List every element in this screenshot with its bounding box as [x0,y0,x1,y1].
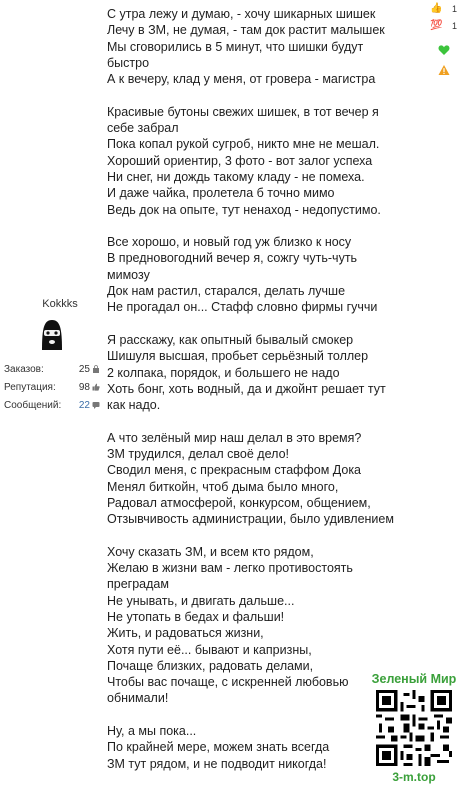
reaction-hundred[interactable] [428,19,468,35]
hundred-emoji-icon: 💯 [430,20,443,31]
watermark-url[interactable]: 3-m.top [392,770,436,784]
post-line: Я расскажу, как опытный бывалый смокер [107,332,354,347]
post-line: Желаю в жизни вам - легко противостоять [107,561,353,576]
post-line: В предновогодний вечер я, сожгу чуть-чуть [107,251,358,266]
message-icon [92,401,100,409]
post-line: По крайней мере, можем знать всегда [107,740,330,755]
post-line: Ведь док на опыте, тут ненаход - недопустимо. [107,202,381,217]
post-line: С утра лежу и думаю, - хочу шикарных шишек [107,7,376,21]
stat-label: Сообщений: [4,400,62,411]
heart-icon[interactable] [438,44,450,56]
post-stanza [107,104,412,218]
post-line: как надо. [107,398,161,413]
stat-label: Заказов: [4,364,44,375]
post-line: Красивые бутоны свежих шишек, в тот вечер я [107,104,379,119]
post-line: ЗМ трудился, делал своё дело! [107,447,290,462]
post-line: Хоть бонг, хоть водный, да и джойнт решает тут [107,381,386,396]
post-line: Пока копал рукой сугроб, никто мне не мешал. [107,137,380,152]
avatar[interactable] [34,316,70,352]
stat-value: 98 [78,382,90,393]
post-line: себе забрал [107,121,179,136]
thumbs-up-icon [92,383,100,391]
stat-orders [4,362,100,380]
post-line: Док нам растил, старался, делать лучше [107,284,346,299]
reaction-count: 1 [452,4,458,14]
post-line: Шишуля высшая, пробьет серьёзный толлер [107,349,369,364]
stat-value: 25 [78,364,90,375]
user-stats [4,362,100,416]
post-line: Ну, а мы пока... [107,724,197,739]
post-line: 2 колпака, порядок, и большего не надо [107,365,340,380]
post-line: Не унывать, и двигать дальше... [107,593,295,608]
watermark-title: Зеленый Мир [371,672,457,686]
stat-reputation [4,380,100,398]
balaclava-avatar-icon [34,316,70,352]
post-line: Чтобы вас почаще, с искренней любовью [107,675,349,690]
qr-code-icon [376,690,452,766]
post-line: А к вечеру, клад у меня, от гровера - магистра [107,72,376,87]
reaction-thumbs-up[interactable] [428,2,468,18]
post-line: Менял биткойн, чтоб дыма было много, [107,479,339,494]
post-line: Хочу сказать ЗМ, и всем кто рядом, [107,544,314,559]
post-line: преградам [107,577,169,592]
post-line: Почаще близких, радовать делами, [107,658,314,673]
post-stanza [107,430,412,528]
post-line: мимозу [107,267,150,282]
username[interactable]: Kokkks [42,298,78,310]
stat-value-link[interactable]: 22 [78,400,90,411]
post-line: обнимали! [107,691,169,706]
post-line: Хотя пути её... бывают и капризны, [107,642,312,657]
post-line: Все хорошо, и новый год уж близко к носу [107,235,352,250]
warning-icon[interactable] [438,64,450,76]
reactions-column [428,2,468,36]
post-line: быстро [107,55,150,70]
post-line: Не утопать в бедах и фальши! [107,609,285,624]
post-line: ЗМ тут рядом, и не подводит никогда! [107,756,327,771]
bag-icon [92,365,100,373]
post-line: Лечу в ЗМ, не думая, - там док растит малышек [107,23,385,38]
post-stanza [107,234,412,315]
post-line: Мы сговорились в 5 минут, что шишки будут [107,39,364,54]
post-line: Хороший ориентир, 3 фото - вот залог успеха [107,153,373,168]
post-body [107,6,412,788]
stat-messages [4,398,100,416]
reaction-count: 1 [452,21,458,31]
stat-label: Репутация: [4,382,56,393]
post-line: И даже чайка, пролетела б точно мимо [107,186,335,201]
post-stanza [107,6,412,87]
watermark [364,672,464,794]
post-line: Радовал атмосферой, конкурсом, общением, [107,495,371,510]
post-line: Сводил меня, с прекрасным стаффом Дока [107,463,362,478]
post-stanza [107,332,412,413]
post-line: Ни снег, ни дождь такому кладу - не помеха. [107,169,365,184]
thumbs-up-emoji-icon: 👍 [430,3,443,14]
post-line: А что зелёный мир наш делал в это время? [107,430,362,445]
post-line: Жить, и радоваться жизни, [107,626,264,641]
post-line: Не прогадал он... Стафф словно фирмы гуччи [107,300,378,315]
post-line: Отзывчивость администрации, было удивлением [107,512,394,527]
